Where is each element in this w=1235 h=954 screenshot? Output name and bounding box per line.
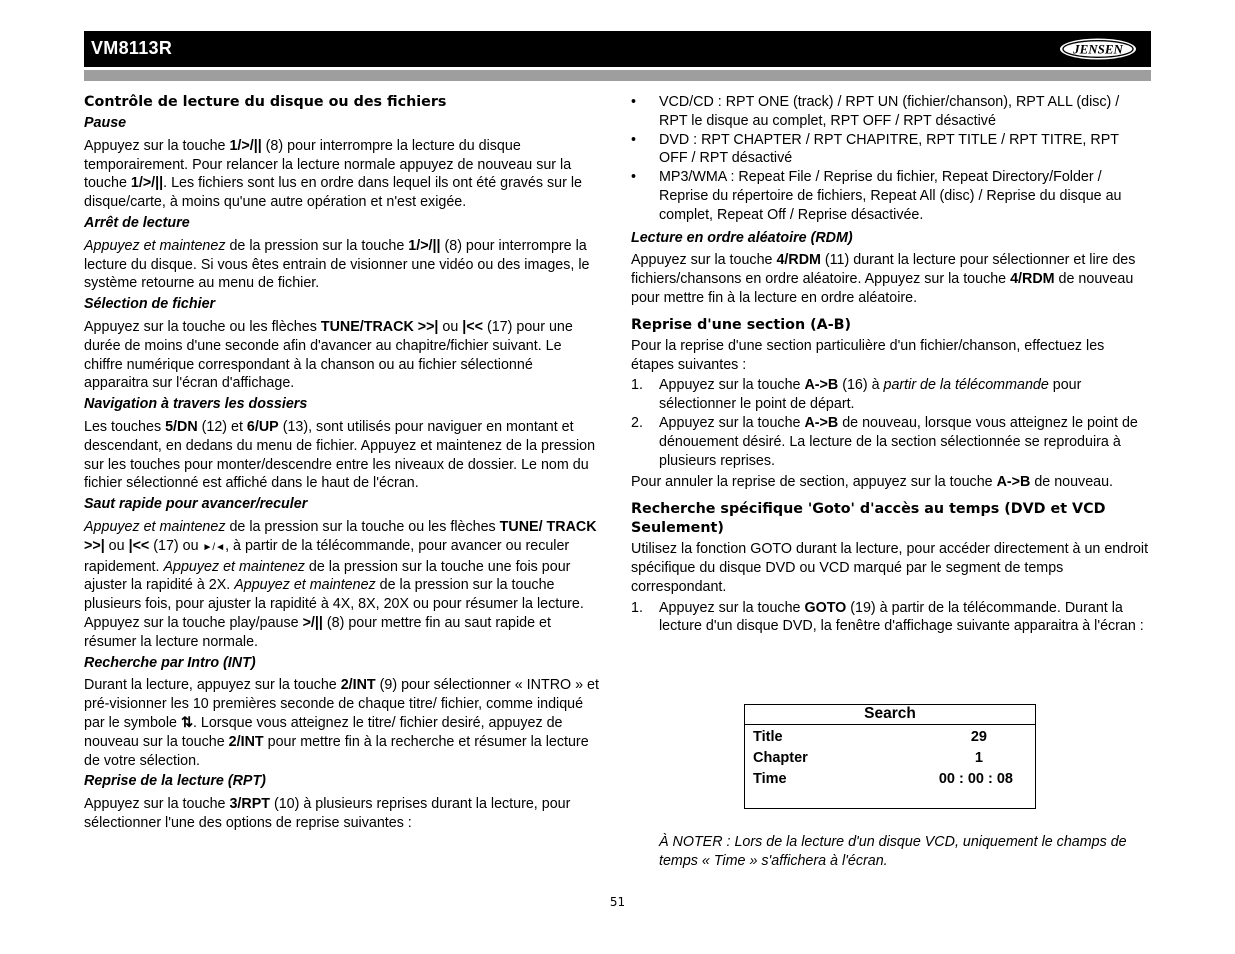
repeat-heading: Reprise de la lecture (RPT): [84, 773, 266, 790]
list-item: 1. Appuyez sur la touche GOTO (19) à partir de la télécommande. Durant la lecture d'un disque DVD, la fenêtre d'affichage suivante apparaitra à l'écran :: [631, 599, 1144, 635]
model-title: VM8113R: [91, 38, 173, 58]
file-select-heading: Sélection de fichier: [84, 296, 216, 313]
list-item: • MP3/WMA : Repeat File / Reprise du fichier, Repeat Directory/Folder / Reprise du répertoire de fichiers, Repeat All (disc) / Reprise du disque au complet, Repeat Off / Reprise désactivée.: [631, 168, 1151, 224]
folder-nav-heading: Navigation à travers les dossiers: [84, 396, 308, 413]
file-select-text: Appuyez sur la touche ou les flèches TUNE/TRACK >>| ou |<< (17) pour une durée de moins d'une seconde afin d'avancer au chapitre/fichier suivant. Le chiffre numérique correspondant à la chanson ou au fichier sélectionné apparaitra sur l'écran d'affichage.: [84, 318, 573, 392]
random-heading: Lecture en ordre aléatoire (RDM): [631, 229, 853, 246]
ab-repeat-text: Pour la reprise d'une section particulière d'un fichier/chanson, effectuez les étapes suivantes :: [631, 337, 1105, 373]
list-item: • DVD : RPT CHAPTER / RPT CHAPITRE, RPT TITLE / RPT TITRE, RPT OFF / RPT désactivé: [631, 131, 1151, 169]
fast-skip-text: Appuyez et maintenez de la pression sur la touche ou les flèches TUNE/ TRACK >>| ou |<< (17) ou ►/◄, à partir de la télécommande, pour avancer ou reculer rapidement. Appuyez et maintenez de la pression sur la touche une fois pour ajuster la rapidité à 2X. Appuyez et maintenez de la pression sur la touche plusieurs fois, pour ajuster la rapidité à 4X, 8X, 20X ou pour résumer la lecture. Appuyez sur la touche play/pause >/|| (8) pour mettre fin au saut rapide et résumer la lecture normale.: [84, 518, 597, 650]
right-column: [631, 93, 1151, 636]
list-item: • VCD/CD : RPT ONE (track) / RPT UN (fichier/chanson), RPT ALL (disc) / RPT le disque au complet, RPT OFF / RPT désactivé: [631, 93, 1151, 131]
ab-cancel-text: Pour annuler la reprise de section, appuyez sur la touche A->B de nouveau.: [631, 474, 1114, 491]
stop-heading: Arrêt de lecture: [84, 214, 190, 231]
svg-text:JENSEN: JENSEN: [1073, 41, 1123, 57]
list-item: 1. Appuyez sur la touche A->B (16) à partir de la télécommande pour sélectionner le point de départ.: [631, 377, 1082, 413]
intro-text: Durant la lecture, appuyez sur la touche 2/INT (9) pour sélectionner « INTRO » et pré-visionner les 10 premières seconde de chaque titre/ fichier, comme indiqué par le symbole ⇅. Lorsque vous atteignez le titre/ fichier desiré, appuyez de nouveau sur la touche 2/INT pour mettre fin à la recherche et résumer la lecture de votre sélection.: [84, 677, 599, 769]
stop-text: Appuyez et maintenez de la pression sur la touche 1/>/|| (8) pour interrompre la lecture du disque. Si vous êtes entrain de visionner une vidéo ou des images, le système retourne au menu de fichier.: [84, 237, 590, 292]
fast-skip-heading: Saut rapide pour avancer/reculer: [84, 496, 308, 513]
goto-text: Utilisez la fonction GOTO durant la lecture, pour accéder directement à un endroit spécifique du disque DVD ou VCD marqué par le segment de temps correspondant.: [631, 541, 1149, 595]
intro-heading: Recherche par Intro (INT): [84, 654, 256, 671]
search-box-title: Search: [745, 705, 1035, 725]
vcd-note: À NOTER : Lors de la lecture d'un disque VCD, uniquement le champs de temps « Time » s'affichera à l'écran.: [659, 834, 1127, 869]
folder-nav-text: Les touches 5/DN (12) et 6/UP (13), sont utilisés pour naviguer en montant et descendant, en dedans du menu de fichier. Appuyez et maintenez de la pression sur les touches pour monter/descendre entre les niveaux de dossier. Le nom du fichier sélectionné est affiché dans le haut de l'écran.: [84, 418, 596, 492]
repeat-text: Appuyez sur la touche 3/RPT (10) à plusieurs reprises durant la lecture, pour sélectionner l'une des options de reprise suivantes :: [84, 796, 571, 831]
goto-steps-list: [631, 599, 1151, 637]
ab-steps-list: [631, 376, 1151, 470]
page-number: 51: [609, 895, 626, 909]
header-bar: [84, 31, 1151, 67]
intro-symbol-icon: ⇅: [180, 714, 193, 731]
search-display-box: Search Title 29 Chapter 1 Time 00 : 00 : 08: [744, 704, 1036, 809]
random-text: Appuyez sur la touche 4/RDM (11) durant la lecture pour sélectionner et lire des fichiers/chansons en ordre aléatoire. Appuyez sur la touche 4/RDM de nouveau pour mettre fin à la lecture en ordre aléatoire.: [631, 252, 1136, 306]
ab-repeat-heading: Reprise d'une section (A-B): [631, 316, 852, 333]
left-column: [84, 93, 601, 835]
section-title: Contrôle de lecture du disque ou des fichiers: [84, 94, 447, 110]
goto-heading: Recherche spécifique 'Goto' d'accès au temps (DVD et VCD Seulement): [631, 501, 1106, 537]
jensen-logo: [1058, 37, 1138, 61]
play-reverse-arrows-icon: ►/◄: [202, 541, 226, 553]
pause-text: Appuyez sur la touche 1/>/|| (8) pour interrompre la lecture du disque temporairement. Pour relancer la lecture normale appuyez de nouveau sur la touche 1/>/||. Les fichiers sont lus en ordre dans lequel ils ont été gravés sur le disque/carte, à moins qu'une autre opération et n'est exigée.: [84, 137, 582, 211]
pause-heading: Pause: [84, 115, 127, 131]
repeat-options-list: [631, 93, 1151, 225]
header-divider: [84, 70, 1151, 81]
list-item: 2. Appuyez sur la touche A->B de nouveau, lorsque vous atteignez le point de dénouement désiré. La lecture de la section sélectionnée se reproduira à plusieurs reprises.: [631, 414, 1138, 469]
